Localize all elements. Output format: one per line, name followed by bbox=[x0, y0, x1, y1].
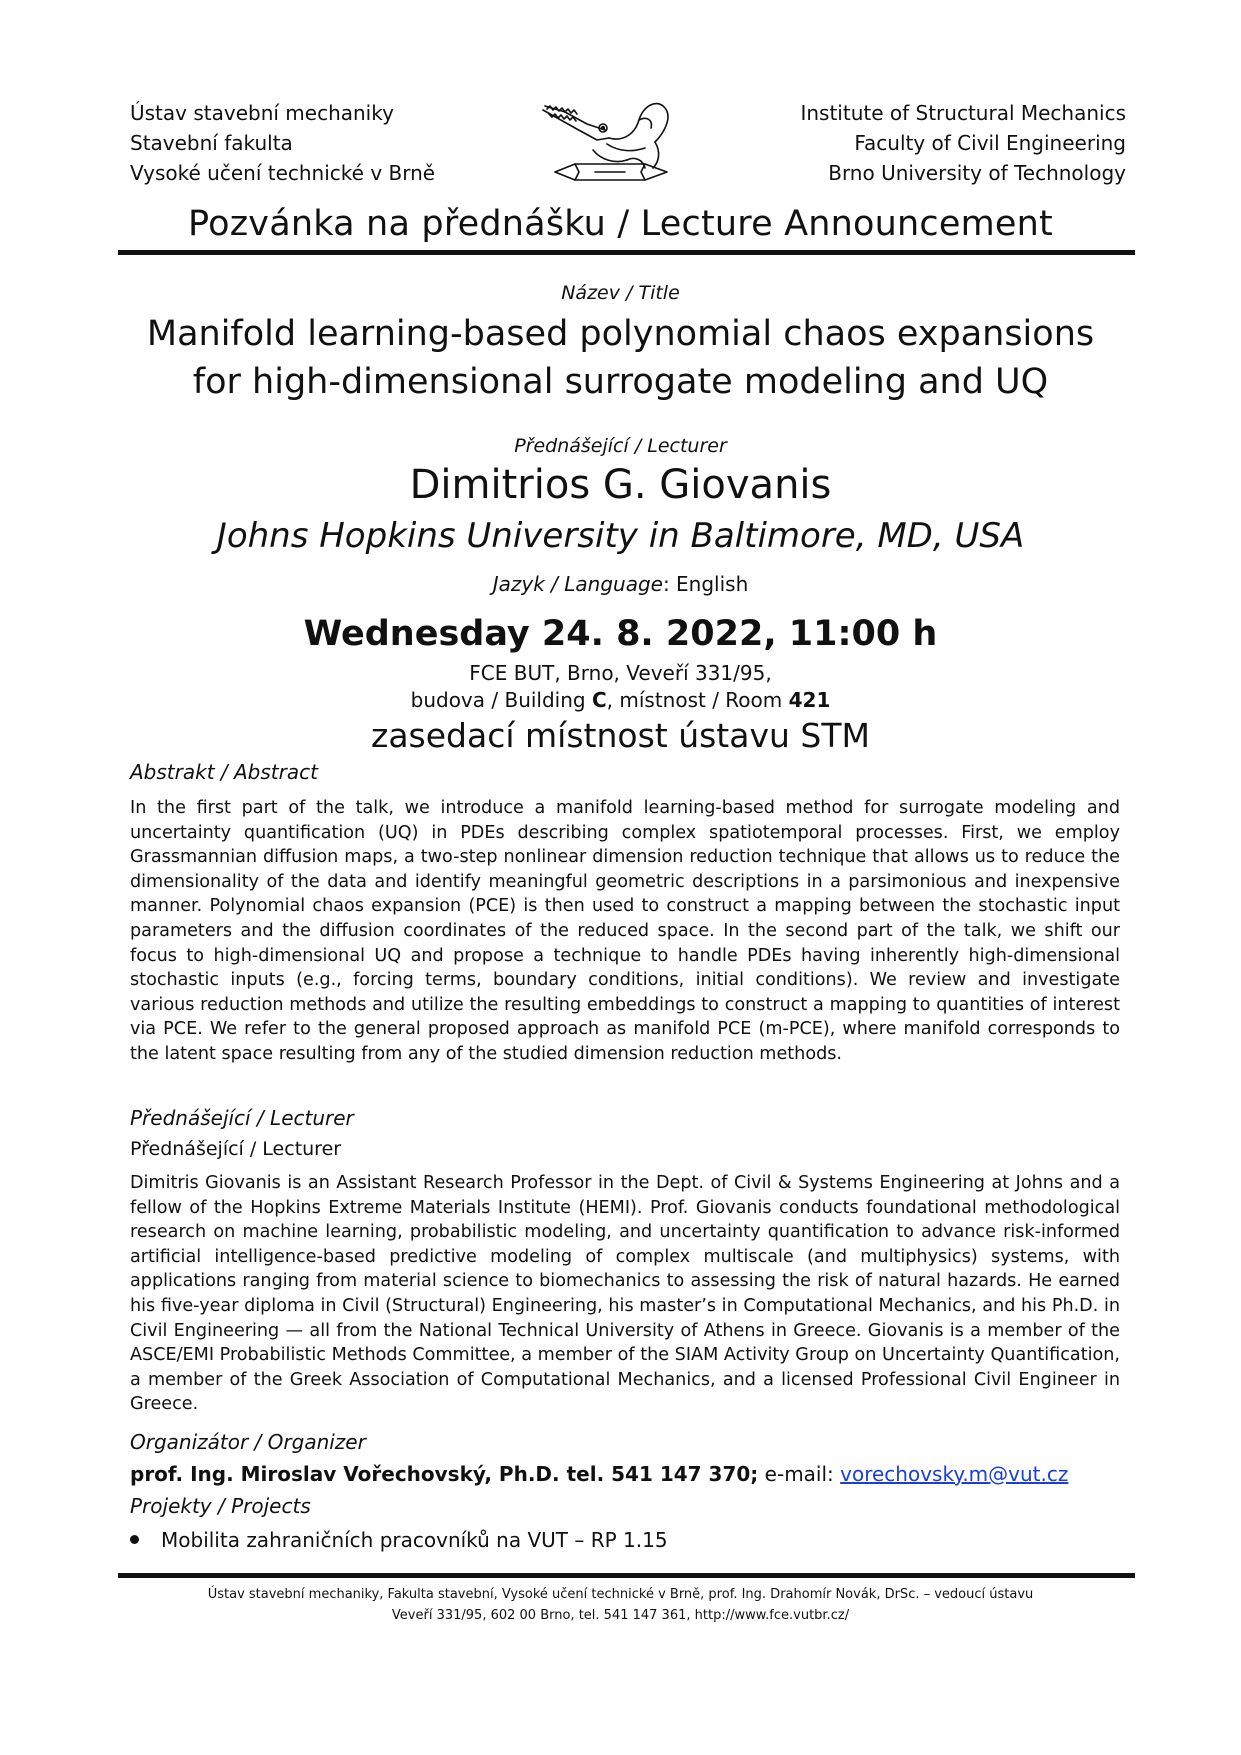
faculty-name-cz: Stavební fakulta bbox=[130, 131, 293, 155]
abstract-text: In the first part of the talk, we introduce a manifold learning-based method for surrogate modeling and uncertainty quantification (UQ) in PDEs describing complex spatiotemporal processes. First, we employ Grassmannian diffusion maps, a two-step nonlinear dimension reduction technique that allows us to reduce the dimensionality of the data and identify meaningful geometric descriptions in a parsimonious and inexpensive manner. Polynomial chaos expansion (PCE) is then used to construct a mapping between the stochastic input parameters and the diffusion coordinates of the reduced space. In the second part of the talk, we shift our focus to high-dimensional UQ and propose a technique to handle PDEs having inherently high-dimensional stochastic inputs (e.g., forcing terms, boundary conditions, initial conditions). We review and investigate various reduction methods and utilize the resulting embeddings to construct a mapping to quantities of interest via PCE. We refer to the general proposed approach as manifold PCE (m-PCE), where manifold corresponds to the latent space resulting from any of the studied dimension reduction methods. bbox=[130, 798, 1120, 1064]
header-divider bbox=[118, 250, 1135, 255]
language-line bbox=[0, 572, 1241, 596]
organizer-name: prof. Ing. Miroslav Vořechovský, Ph.D. tel. 541 147 370; bbox=[130, 1462, 759, 1486]
footer-divider bbox=[118, 1573, 1135, 1578]
crocodile-logo-icon bbox=[535, 90, 685, 190]
footer-line-1: Ústav stavební mechaniky, Fakulta stavební, Vysoké učení technické v Brně, prof. Ing. Drahomír Novák, DrSc. – vedoucí ústavu bbox=[207, 1587, 1034, 1602]
venue-address: FCE BUT, Brno, Veveří 331/95, bbox=[469, 661, 772, 685]
lecture-date: Wednesday 24. 8. 2022, 11:00 h bbox=[303, 614, 938, 654]
bullet-icon bbox=[130, 1535, 139, 1544]
projects-label: Projekty / Projects bbox=[130, 1494, 311, 1518]
abstract-label: Abstrakt / Abstract bbox=[130, 760, 318, 784]
university-name-en: Brno University of Technology bbox=[828, 161, 1126, 185]
institute-name-en: Institute of Structural Mechanics bbox=[800, 101, 1126, 125]
venue-building-room bbox=[0, 687, 1241, 714]
language-label: Jazyk / Language bbox=[492, 572, 663, 596]
lecturer-name: Dimitrios G. Giovanis bbox=[409, 462, 832, 508]
lecture-title-line-1: Manifold learning-based polynomial chaos expansions bbox=[146, 314, 1095, 354]
lecturer-affiliation: Johns Hopkins University in Baltimore, MD, USA bbox=[216, 516, 1025, 556]
faculty-name-en: Faculty of Civil Engineering bbox=[854, 131, 1126, 155]
bio-sublabel: Přednášející / Lecturer bbox=[130, 1138, 342, 1160]
organizer-line bbox=[130, 1462, 1068, 1486]
organizer-email-link[interactable]: vorechovsky.m@vut.cz bbox=[840, 1462, 1069, 1486]
project-item bbox=[130, 1528, 668, 1552]
bio-text: Dimitris Giovanis is an Assistant Research Professor in the Dept. of Civil & Systems Engineering at Johns and a fellow of the Hopkins Extreme Materials Institute (HEMI). Prof. Giovanis conducts foundational methodological research on machine learning, probabilistic modeling, and uncertainty quantification to advance risk-informed artificial intelligence-based predictive modeling of complex multiscale (and multiphysics) systems, with applications ranging from material science to biomechanics to assessing the risk of natural hazards. He earned his five-year diploma in Civil (Structural) Engineering, his master’s in Computational Mechanics, and his Ph.D. in Civil Engineering — all from the National Technical University of Athens in Greece. Giovanis is a member of the ASCE/EMI Probabilistic Methods Committee, a member of the SIAM Activity Group on Uncertainty Quantification, a member of the Greek Association of Computational Mechanics, and a licensed Professional Civil Engineer in Greece. bbox=[130, 1173, 1120, 1415]
building-value: C bbox=[591, 688, 607, 712]
language-value: : English bbox=[662, 572, 749, 596]
lecturer-label: Přednášející / Lecturer bbox=[514, 435, 727, 457]
building-prefix: budova / Building bbox=[410, 688, 592, 712]
room-prefix: , místnost / Room bbox=[606, 688, 789, 712]
bio-label: Přednášející / Lecturer bbox=[130, 1106, 354, 1130]
announcement-heading: Pozvánka na přednášku / Lecture Announcement bbox=[188, 204, 1053, 244]
organizer-label: Organizátor / Organizer bbox=[130, 1430, 366, 1454]
room-name: zasedací místnost ústavu STM bbox=[371, 716, 870, 755]
room-value: 421 bbox=[788, 688, 831, 712]
project-name: Mobilita zahraničních pracovníků na VUT – RP 1.15 bbox=[161, 1528, 668, 1552]
title-label: Název / Title bbox=[561, 282, 680, 304]
institute-name-cz: Ústav stavební mechaniky bbox=[130, 101, 394, 125]
university-name-cz: Vysoké učení technické v Brně bbox=[130, 161, 436, 185]
email-label: e-mail: bbox=[758, 1462, 841, 1486]
footer-line-2: Veveří 331/95, 602 00 Brno, tel. 541 147 361, http://www.fce.vutbr.cz/ bbox=[391, 1608, 850, 1623]
czech-institution-block bbox=[130, 98, 435, 188]
lecture-title-line-2: for high-dimensional surrogate modeling and UQ bbox=[192, 362, 1049, 402]
english-institution-block bbox=[800, 98, 1126, 188]
